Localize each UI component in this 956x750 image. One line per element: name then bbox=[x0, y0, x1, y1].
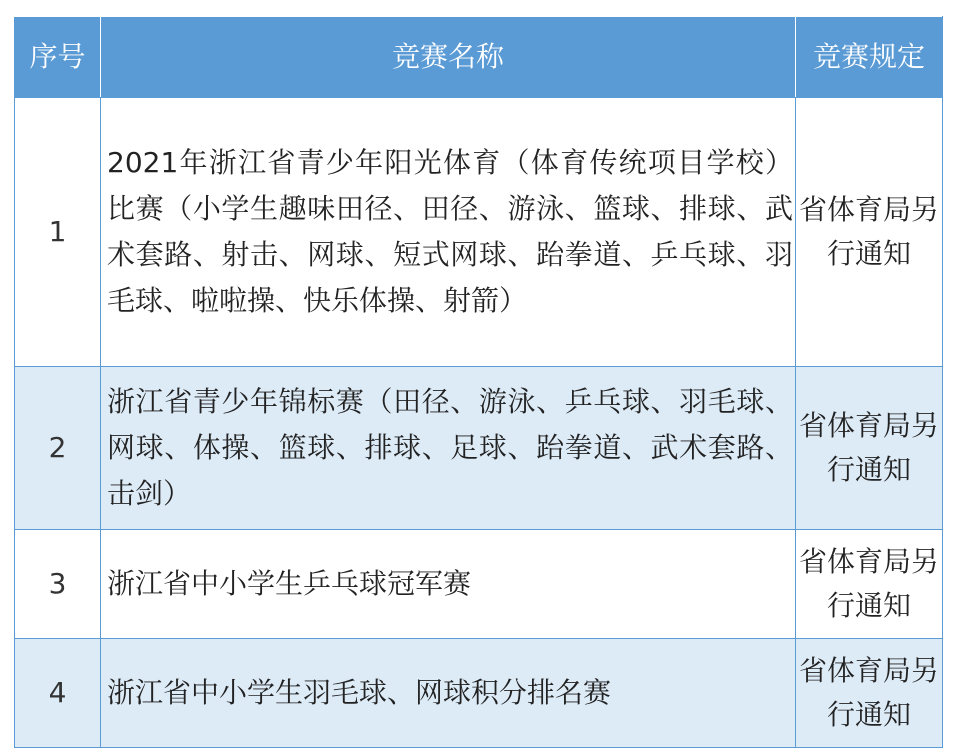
row-rule: 省体育局另行通知 bbox=[796, 98, 943, 367]
competition-table-container bbox=[14, 16, 943, 748]
row-index: 2 bbox=[15, 367, 101, 530]
row-competition-name: 2021年浙江省青少年阳光体育（体育传统项目学校）比赛（小学生趣味田径、田径、游泳、篮球、排球、武术套路、射击、网球、短式网球、跆拳道、乒乓球、羽毛球、啦啦操、快乐体操、射箭） bbox=[101, 98, 796, 367]
table-row bbox=[15, 367, 943, 530]
header-name: 竞赛名称 bbox=[101, 17, 796, 98]
table-row bbox=[15, 639, 943, 748]
row-competition-name: 浙江省中小学生乒乓球冠军赛 bbox=[101, 530, 796, 639]
row-competition-name: 浙江省青少年锦标赛（田径、游泳、乒乓球、羽毛球、网球、体操、篮球、排球、足球、跆拳道、武术套路、击剑） bbox=[101, 367, 796, 530]
row-index: 3 bbox=[15, 530, 101, 639]
header-index: 序号 bbox=[15, 17, 101, 98]
competition-table bbox=[14, 16, 943, 748]
table-header-row bbox=[15, 17, 943, 98]
row-index: 4 bbox=[15, 639, 101, 748]
header-rule: 竞赛规定 bbox=[796, 17, 943, 98]
row-rule: 省体育局另行通知 bbox=[796, 530, 943, 639]
table-row bbox=[15, 530, 943, 639]
table-row bbox=[15, 98, 943, 367]
row-rule: 省体育局另行通知 bbox=[796, 639, 943, 748]
row-competition-name: 浙江省中小学生羽毛球、网球积分排名赛 bbox=[101, 639, 796, 748]
row-rule: 省体育局另行通知 bbox=[796, 367, 943, 530]
row-index: 1 bbox=[15, 98, 101, 367]
